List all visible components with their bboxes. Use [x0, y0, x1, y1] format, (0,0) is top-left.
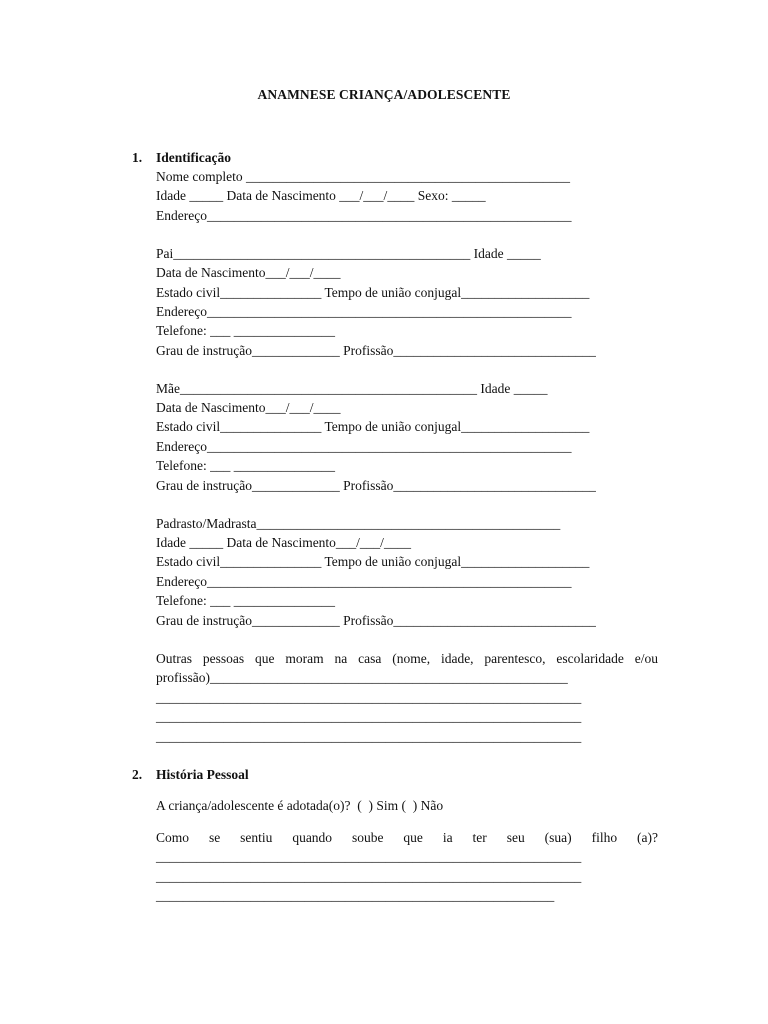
mae-estado-civil-field: Estado civil_______________ Tempo de união conjugal___________________ [156, 419, 590, 434]
mae-nascimento-field: Data de Nascimento___/___/____ [156, 400, 341, 415]
nome-completo-field: Nome completo ________________________________________________ [156, 169, 570, 184]
outras-pessoas-line: _______________________________________________________________ [156, 690, 582, 705]
pai-nascimento-field: Data de Nascimento___/___/____ [156, 265, 341, 280]
padrasto-grau-profissao-field: Grau de instrução_____________ Profissão______________________________ [156, 613, 596, 628]
section-1-heading: Identificação [156, 150, 231, 165]
mae-name-field: Mãe____________________________________________ Idade _____ [156, 381, 548, 396]
pai-estado-civil-field: Estado civil_______________ Tempo de união conjugal___________________ [156, 285, 590, 300]
answer-line: _______________________________________________________________ [156, 849, 582, 864]
padrasto-name-field: Padrasto/Madrasta_____________________________________________ [156, 516, 561, 531]
outras-pessoas-line: _______________________________________________________________ [156, 709, 582, 724]
section-2-number: 2. [132, 767, 143, 782]
endereco-field: Endereço______________________________________________________ [156, 208, 572, 223]
padrasto-telefone-field: Telefone: ___ _______________ [156, 593, 336, 608]
adotada-question: A criança/adolescente é adotada(o)? ( ) Sim ( ) Não [156, 798, 444, 813]
pai-endereco-field: Endereço______________________________________________________ [156, 304, 572, 319]
idade-nascimento-sexo-field: Idade _____ Data de Nascimento ___/___/____ Sexo: _____ [156, 188, 486, 203]
mae-grau-profissao-field: Grau de instrução_____________ Profissão______________________________ [156, 478, 596, 493]
como-se-sentiu-question: Como se sentiu quando soube que ia ter seu (sua) filho (a)? [156, 830, 658, 845]
padrasto-endereco-field: Endereço______________________________________________________ [156, 574, 572, 589]
pai-name-field: Pai____________________________________________ Idade _____ [156, 246, 541, 261]
pai-telefone-field: Telefone: ___ _______________ [156, 323, 336, 338]
document-title: ANAMNESE CRIANÇA/ADOLESCENTE [257, 87, 511, 102]
answer-line: _______________________________________________________________ [156, 869, 582, 884]
section-2-heading: História Pessoal [156, 767, 249, 782]
padrasto-estado-civil-field: Estado civil_______________ Tempo de união conjugal___________________ [156, 554, 590, 569]
outras-pessoas-first-line: profissão)_____________________________________________________ [156, 670, 568, 685]
mae-endereco-field: Endereço______________________________________________________ [156, 439, 572, 454]
answer-line: ___________________________________________________________ [156, 888, 555, 903]
section-1-number: 1. [132, 150, 143, 165]
pai-grau-profissao-field: Grau de instrução_____________ Profissão______________________________ [156, 343, 596, 358]
outras-pessoas-question: Outras pessoas que moram na casa (nome, idade, parentesco, escolaridade e/ou [156, 651, 658, 666]
padrasto-idade-nascimento-field: Idade _____ Data de Nascimento___/___/____ [156, 535, 411, 550]
mae-telefone-field: Telefone: ___ _______________ [156, 458, 336, 473]
outras-pessoas-line: _______________________________________________________________ [156, 729, 582, 744]
